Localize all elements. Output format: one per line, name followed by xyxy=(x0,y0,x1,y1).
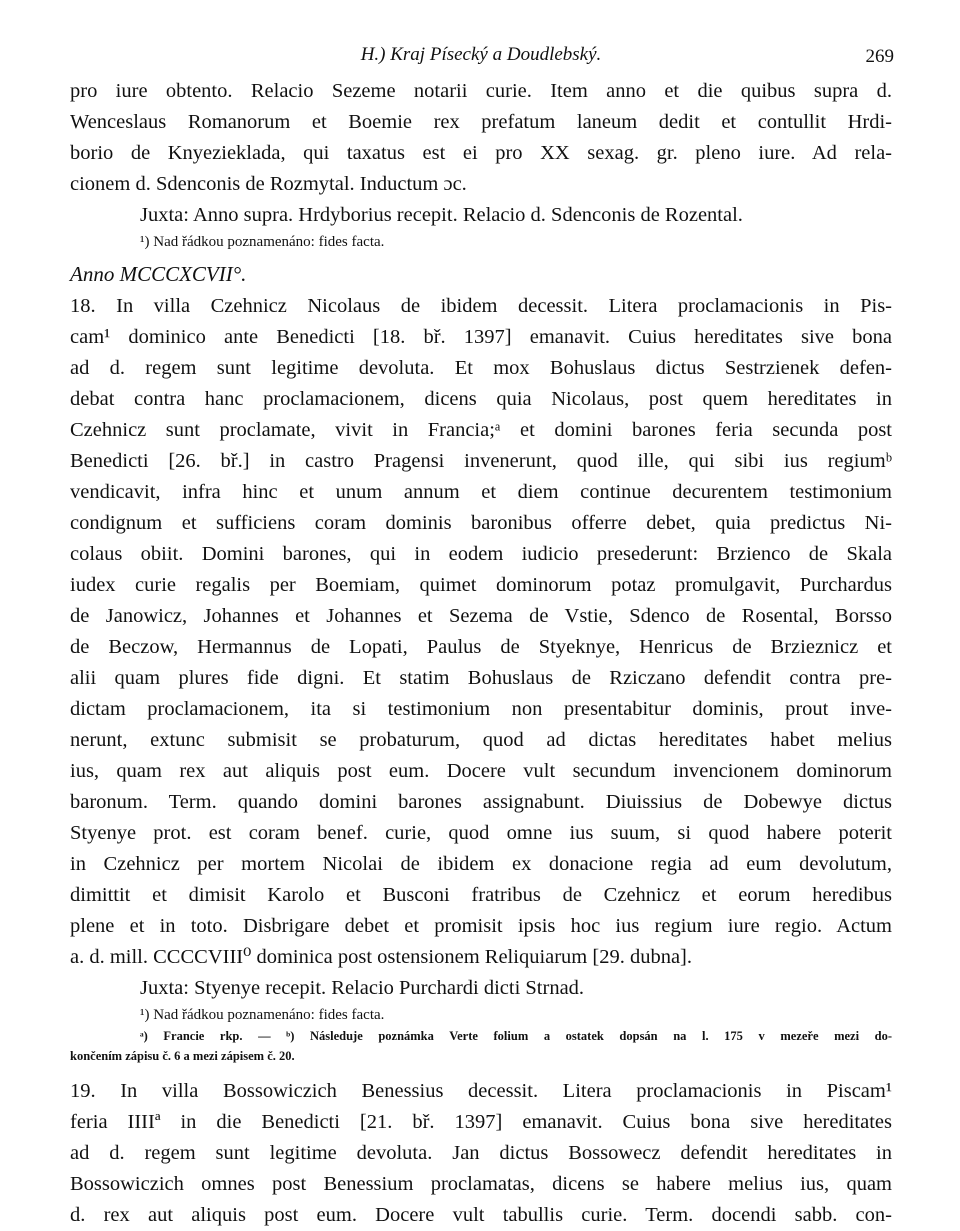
text-line: de Janowicz, Johannes et Johannes et Sezema de Vstie, Sdenco de Rosental, Borsso xyxy=(70,605,892,627)
text-line: nerunt, extunc submisit se probaturum, quod ad dictas hereditates habet melius xyxy=(70,729,892,751)
text-line: Benedicti [26. bř.] in castro Pragensi invenerunt, quod ille, qui sibi ius regiumᵇ xyxy=(70,450,892,472)
juxta-line: Juxta: Styenye recepit. Relacio Purchardi dicti Strnad. xyxy=(140,977,585,999)
entry-18 xyxy=(70,291,892,1066)
text-line: ad d. regem sunt legitime devoluta. Et mox Bohuslaus dictus Sestrzienek defen- xyxy=(70,357,892,379)
footnote: končením zápisu č. 6 a mezi zápisem č. 20. xyxy=(70,1049,295,1063)
entry-19 xyxy=(70,1076,892,1231)
page-number: 269 xyxy=(865,46,894,67)
footnote: ¹) Nad řádkou poznamenáno: fides facta. xyxy=(140,1007,385,1023)
text-line: cam¹ dominico ante Benedicti [18. bř. 1397] emanavit. Cuius hereditates sive bona xyxy=(70,326,892,348)
document-page xyxy=(70,38,892,1231)
text-line: Styenye prot. est coram benef. curie, quod omne ius suum, si quod habere poterit xyxy=(70,822,892,844)
text-line: a. d. mill. CCCCVIII⁰ dominica post ostensionem Reliquiarum [29. dubna]. xyxy=(70,946,693,968)
text-line: Bossowiczich omnes post Benessium proclamatas, dicens se habere melius ius, quam xyxy=(70,1173,892,1195)
text-line: ius, quam rex aut aliquis post eum. Docere vult secundum invencionem dominorum xyxy=(70,760,892,782)
text-line: borio de Knyezieklada, qui taxatus est ei pro XX sexag. gr. pleno iure. Ad rela- xyxy=(70,142,892,164)
text-line: colaus obiit. Domini barones, qui in eodem iudicio presederunt: Brzienco de Skala xyxy=(70,543,892,565)
page-header xyxy=(70,38,892,76)
text-line: cionem d. Sdenconis de Rozmytal. Inductum ɔc. xyxy=(70,173,467,195)
text-line: condignum et sufficiens coram dominis baronibus offerre debet, quia predictus Ni- xyxy=(70,512,892,534)
text-line: dictam proclamacionem, ita si testimonium non presentabitur dominis, prout inve- xyxy=(70,698,892,720)
text-line: 18. In villa Czehnicz Nicolaus de ibidem decessit. Litera proclamacionis in Pis- xyxy=(70,295,892,317)
text-line: in Czehnicz per mortem Nicolai de ibidem ex donacione regia ad eum devolutum, xyxy=(70,853,892,875)
text-line: feria IIIIª in die Benedicti [21. bř. 1397] emanavit. Cuius bona sive hereditates xyxy=(70,1111,892,1133)
text-line: Wenceslaus Romanorum et Boemie rex prefatum laneum dedit et contullit Hrdi- xyxy=(70,111,892,133)
footnote: ᵃ) Francie rkp. — ᵇ) Následuje poznámka Verte folium a ostatek dopsán na l. 175 v mezeře mezi do- xyxy=(140,1029,892,1043)
text-line: vendicavit, infra hinc et unum annum et diem continue decurentem testimonium xyxy=(70,481,892,503)
text-line: de Beczow, Hermannus de Lopati, Paulus de Styeknye, Henricus de Brzieznicz et xyxy=(70,636,892,658)
text-line: plene et in toto. Disbrigare debet et promisit ipsis hoc ius regium iure regio. Actum xyxy=(70,915,892,937)
text-line: alii quam plures fide digni. Et statim Bohuslaus de Rziczano defendit contra pre- xyxy=(70,667,892,689)
text-line: iudex curie regalis per Boemiam, quimet dominorum potaz promulgavit, Purchardus xyxy=(70,574,892,596)
text-line: debat contra hanc proclamacionem, dicens quia Nicolaus, post quem hereditates in xyxy=(70,388,892,410)
footnote: ¹) Nad řádkou poznamenáno: fides facta. xyxy=(140,234,385,250)
text-line: 19. In villa Bossowiczich Benessius decessit. Litera proclamacionis in Piscam¹ xyxy=(70,1080,892,1102)
text-line: d. rex aut aliquis post eum. Docere vult tabullis curie. Term. docendi sabb. con- xyxy=(70,1204,892,1226)
text-line: pro iure obtento. Relacio Sezeme notarii curie. Item anno et die quibus supra d. xyxy=(70,80,892,102)
paragraph-continuation xyxy=(70,76,892,253)
text-line: ad d. regem sunt legitime devoluta. Jan dictus Bossowecz defendit hereditates in xyxy=(70,1142,892,1164)
year-heading: Anno MCCCXCVII°. xyxy=(70,262,247,286)
running-title: H.) Kraj Písecký a Doudlebský. xyxy=(360,44,602,65)
juxta-line: Juxta: Anno supra. Hrdyborius recepit. Relacio d. Sdenconis de Rozental. xyxy=(140,204,743,226)
text-line: baronum. Term. quando domini barones assignabunt. Diuissius de Dobewye dictus xyxy=(70,791,892,813)
text-line: dimittit et dimisit Karolo et Busconi fratribus de Czehnicz et eorum heredibus xyxy=(70,884,892,906)
text-line: Czehnicz sunt proclamate, vivit in Francia;ᵃ et domini barones feria secunda post xyxy=(70,419,892,441)
